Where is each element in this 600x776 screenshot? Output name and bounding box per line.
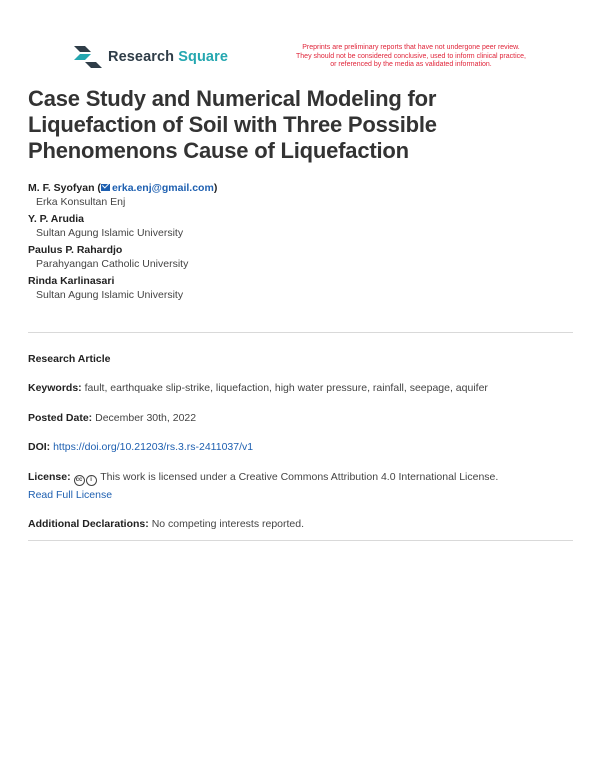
paper-title-line: Phenomenons Cause of Liquefaction [28,138,409,163]
preprint-notice-line: or referenced by the media as validated information. [330,61,492,69]
keywords-label: Keywords: [28,382,82,394]
license-text: This work is licensed under a Creative Commons Attribution 4.0 International License. [100,471,499,483]
author-name: Rinda Karlinasari [28,275,115,287]
author-name: M. F. Syofyan [28,182,95,194]
paper-title-line: Case Study and Numerical Modeling for [28,86,437,111]
author-affiliation: Erka Konsultan Enj [36,196,126,208]
posted-date-label: Posted Date: [28,412,93,424]
research-square-logo-icon [74,46,102,68]
author-name: Y. P. Arudia [28,213,85,225]
doi-link[interactable]: https://doi.org/10.21203/rs.3.rs-2411037/v1 [53,441,254,453]
paper-title [28,86,548,164]
research-square-logo[interactable] [74,46,228,68]
author-email-link[interactable]: erka.enj@gmail.com [111,182,214,194]
author-affiliation: Sultan Agung Islamic University [36,289,184,301]
declarations-row [28,515,573,533]
doi-label: DOI: [28,441,51,453]
paper-title-line: Liquefaction of Soil with Three Possible [28,112,437,137]
page-header [74,44,574,78]
divider [28,332,573,333]
envelope-icon [101,184,110,191]
author-entry [28,243,568,271]
preprint-notice-line: They should not be considered conclusive, used to inform clinical practice, [296,52,526,60]
declarations-value: No competing interests reported. [151,518,305,530]
author-list [28,181,568,305]
posted-date-row [28,409,573,427]
author-entry: M. F. Syofyan ( erka.enj@gmail.com) Erka Konsultan Enj [28,181,568,209]
article-type: Research Article [28,353,111,365]
creative-commons-icon: cc [74,475,85,486]
preprint-notice-line: Preprints are preliminary reports that have not undergone peer review. [302,44,520,51]
keywords-row [28,379,573,397]
author-affiliation: Sultan Agung Islamic University [36,227,184,239]
author-affiliation: Parahyangan Catholic University [36,258,189,270]
license-row [28,468,573,504]
author-entry [28,274,568,302]
keywords-value: fault, earthquake slip-strike, liquefaction, high water pressure, rainfall, seepage, aquifer [84,382,488,394]
read-full-license-link[interactable]: Read Full License [28,489,113,501]
brand-name: Research Square [108,49,228,65]
author-entry [28,212,568,240]
attribution-icon: i [86,475,97,486]
author-name: Paulus P. Rahardjo [28,244,123,256]
declarations-label: Additional Declarations: [28,518,149,530]
license-label: License: [28,471,71,483]
doi-row [28,438,573,456]
divider [28,540,573,541]
posted-date-value: December 30th, 2022 [95,412,197,424]
preprint-notice [271,44,551,70]
